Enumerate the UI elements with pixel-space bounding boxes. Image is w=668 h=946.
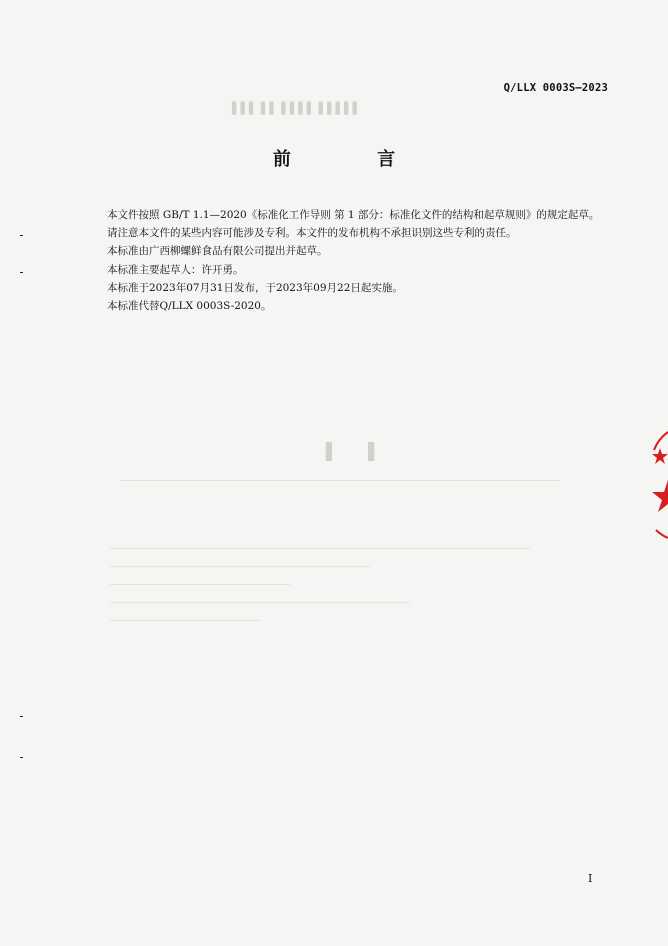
margin-mark — [20, 235, 23, 236]
margin-mark — [20, 272, 23, 273]
foreword-body — [85, 206, 615, 315]
page-number: I — [588, 872, 593, 885]
red-seal-stamp — [646, 420, 668, 540]
bleed-through-line — [110, 584, 290, 585]
paragraph: 本标准主要起草人：许开勇。 — [107, 263, 244, 276]
bleed-through-line — [110, 548, 530, 549]
page-title: 前 言 — [272, 149, 436, 170]
bleed-through-line — [120, 480, 560, 481]
bleed-through-text: ▌▌▌ ▌▌ ▌▌▌▌ ▌▌▌▌▌ — [232, 102, 361, 115]
paragraph: 请注意本文件的某些内容可能涉及专利。本文件的发布机构不承担识别这些专利的责任。 — [107, 227, 517, 240]
paragraph: 本标准由广西柳螺鲜食品有限公司提出并起草。 — [107, 245, 328, 258]
bleed-through-line — [110, 602, 410, 603]
bleed-through-title: ▌▌ — [326, 442, 411, 461]
margin-mark — [20, 716, 23, 717]
paragraph: 本文件按照 GB/T 1.1—2020《标准化工作导则 第 1 部分：标准化文件的结构和起草规则》的规定起草。 — [107, 209, 600, 221]
bleed-through-line — [110, 620, 260, 621]
paragraph: 本标准于2023年07月31日发布，于2023年09月22日起实施。 — [107, 281, 403, 294]
paragraph: 本标准代替Q/LLX 0003S-2020。 — [107, 300, 272, 313]
standard-code: Q/LLX 0003S—2023 — [503, 82, 608, 94]
bleed-through-line — [110, 566, 370, 567]
margin-mark — [20, 757, 23, 758]
